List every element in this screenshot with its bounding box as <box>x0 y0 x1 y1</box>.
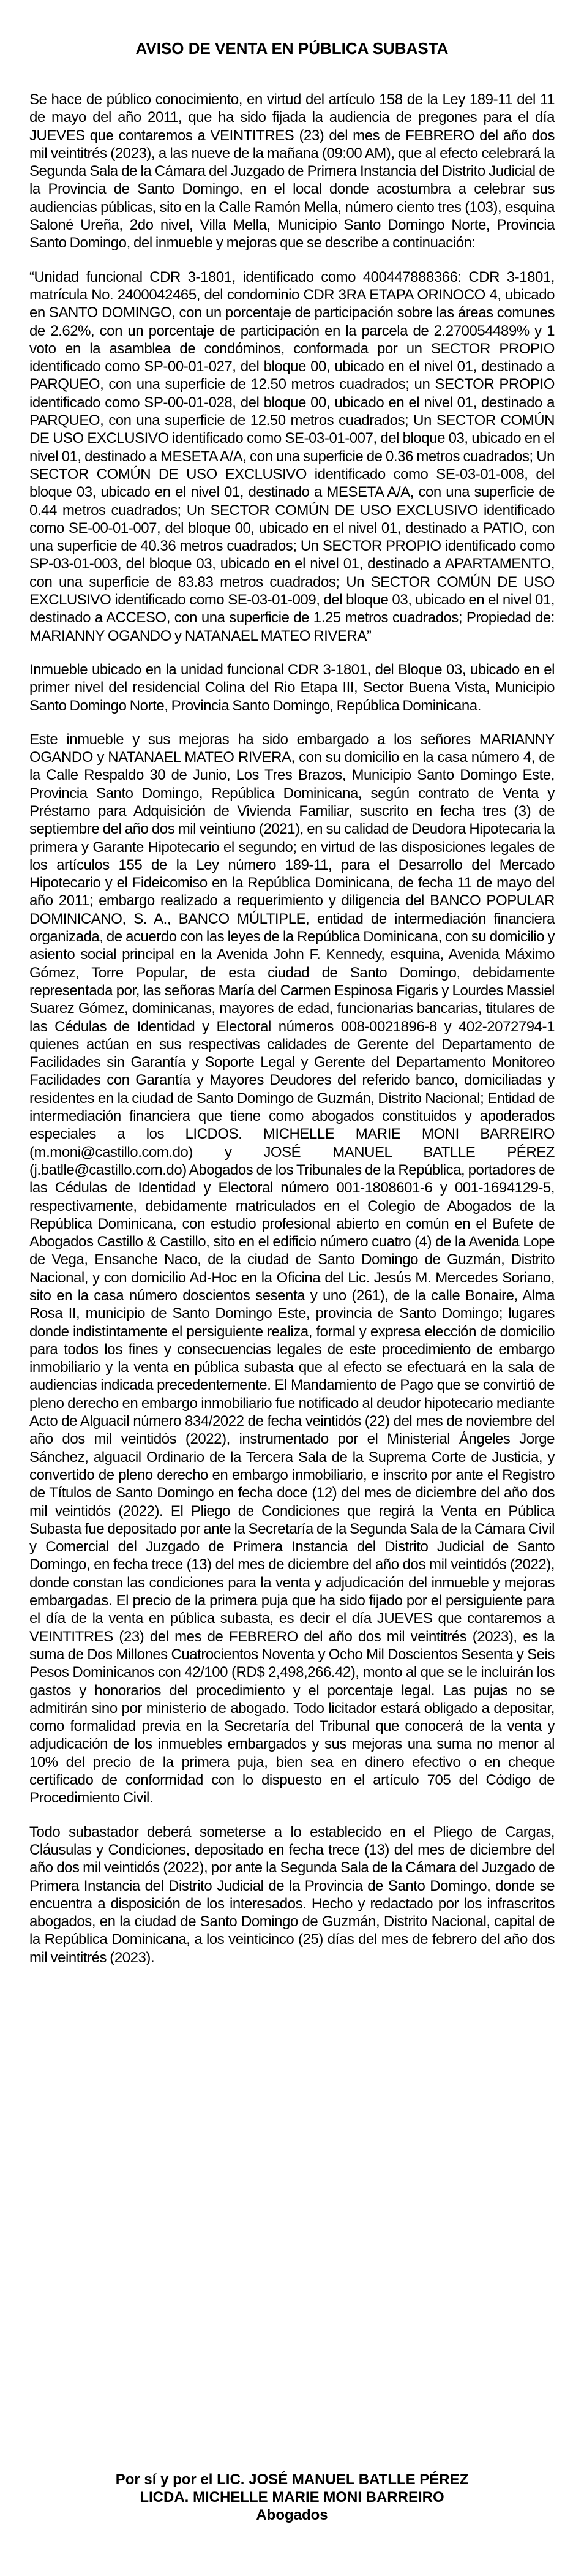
auction-notice <box>29 0 555 2576</box>
signature-line-1: Por sí y por el LIC. JOSÉ MANUEL BATLLE PÉREZ <box>115 2471 469 2488</box>
paragraph-bidder-conditions: Todo subastador deberá someterse a lo establecido en el Pliego de Cargas, Cláusulas y Condiciones, depositado en fecha trece (13) del mes de diciembre del año dos mil veintidós (2022), por ante la Segunda Sala de la Cámara del Juzgado de Primera Instancia del Distrito Judicial de la Provincia de Santo Domingo, donde se encuentra a disposición de los interesados. Hecho y redactado por los infrascritos abogados, en la ciudad de Santo Domingo de Guzmán, Distrito Nacional, capital de la República Dominicana, a los veinticinco (25) días del mes de febrero del año dos mil veintitrés (2023). <box>29 1823 555 1966</box>
paragraph-property-location: Inmueble ubicado en la unidad funcional CDR 3-1801, del Bloque 03, ubicado en el primer nivel del residencial Colina del Rio Etapa III, Sector Buena Vista, Municipio Santo Domingo Norte, Provincia Santo Domingo, República Dominicana. <box>29 661 555 714</box>
notice-body <box>29 91 555 1983</box>
signature-line-2: LICDA. MICHELLE MARIE MONI BARREIRO <box>140 2489 444 2506</box>
signature-line-3: Abogados <box>256 2507 328 2523</box>
paragraph-seizure-details: Este inmueble y sus mejoras ha sido embargado a los señores MARIANNY OGANDO y NATANAEL MATEO RIVERA, con su domicilio en la casa número 4, de la Calle Respaldo 30 de Junio, Los Tres Brazos, Municipio Santo Domingo Este, Provincia Santo Domingo, República Dominicana, según contrato de Venta y Préstamo para Adquisición de Vivienda Familiar, suscrito en fecha tres (3) de septiembre del año dos mil veintiuno (2021), en su calidad de Deudora Hipotecaria la primera y Garante Hipotecario el segundo; en virtud de las disposiciones legales de los artículos 155 de la Ley número 189-11, para el Desarrollo del Mercado Hipotecario y el Fideicomiso en la República Dominicana, de fecha 11 de mayo del año 2011; embargo realizado a requerimiento y diligencia del BANCO POPULAR DOMINICANO, S. A., BANCO MÚLTIPLE, entidad de intermediación financiera organizada, de acuerdo con las leyes de la República Dominicana, con su domicilio y asiento social principal en la Avenida John F. Kennedy, esquina, Avenida Máximo Gómez, Torre Popular, de esta ciudad de Santo Domingo, debidamente representada por, las señoras María del Carmen Espinosa Figaris y Lourdes Massiel Suarez Gómez, dominicanas, mayores de edad, funcionarias bancarias, titulares de las Cédulas de Identidad y Electoral números 008-0021896-8 y 402-2072794-1 quienes actúan en sus respectivas calidades de Gerente del Departamento de Facilidades sin Garantía y Soporte Legal y Gerente del Departamento Monitoreo Facilidades con Garantía y Mayores Deudores del referido banco, domiciliadas y residentes en la ciudad de Santo Domingo de Guzmán, Distrito Nacional; Entidad de intermediación financiera que tiene como abogados constituidos y apoderados especiales a los LICDOS. MICHELLE MARIE MONI BARREIRO (m.moni@castillo.com.do) y JOSÉ MANUEL BATLLE PÉREZ (j.batlle@castillo.com.do) Abogados de los Tribunales de la República, portadores de las Cédulas de Identidad y Electoral número 001-1808601-6 y 001-1694129-5, respectivamente, debidamente matriculados en el Colegio de Abogados de la República Dominicana, con estudio profesional abierto en común en el Bufete de Abogados Castillo & Castillo, sito en el edificio número cuatro (4) de la Avenida Lope de Vega, Ensanche Naco, de la ciudad de Santo Domingo de Guzmán, Distrito Nacional, y con domicilio Ad-Hoc en la Oficina del Lic. Jesús M. Mercedes Soriano, sito en la casa número doscientos sesenta y uno (261), de la calle Bonaire, Alma Rosa II, municipio de Santo Domingo Este, provincia de Santo Domingo; lugares donde indistintamente el persiguiente realiza, formal y expresa elección de domicilio para todos los fines y consecuencias legales de este procedimiento de embargo inmobiliario y la venta en pública subasta que al efecto se efectuará en la sala de audiencias indicada precedentemente. El Mandamiento de Pago que se convirtió de pleno derecho en embargo inmobiliario fue notificado al deudor hipotecario mediante Acto de Alguacil número 834/2022 de fecha veintidós (22) del mes de noviembre del año dos mil veintidós (2022), instrumentado por el Ministerial Ángeles Jorge Sánchez, alguacil Ordinario de la Tercera Sala de la Suprema Corte de Justicia, y convertido de pleno derecho en embargo inmobiliario, e inscrito por ante el Registro de Títulos de Santo Domingo en fecha doce (12) del mes de diciembre del año dos mil veintidós (2022). El Pliego de Condiciones que regirá la Venta en Pública Subasta fue depositado por ante la Secretaría de la Segunda Sala de la Cámara Civil y Comercial del Juzgado de Primera Instancia del Distrito Judicial de Santo Domingo, en fecha trece (13) del mes de diciembre del año dos mil veintidós (2022), donde constan las condiciones para la venta y adjudicación del inmueble y mejoras embargadas. El precio de la primera puja que ha sido fijado por el persiguiente para el día de la venta en pública subasta, es decir el día JUEVES que contaremos a VEINTITRES (23) del mes de FEBRERO del año dos mil veintitrés (2023), es la suma de Dos Millones Cuatrocientos Noventa y Ocho Mil Doscientos Sesenta y Seis Pesos Dominicanos con 42/100 (RD$ 2,498,266.42), monto al que se le incluirán los gastos y honorarios del procedimiento y el porcentaje legal. Las pujas no se admitirán sino por ministerio de abogado. Todo licitador estará obligado a depositar, como formalidad previa en la Secretaría del Tribunal que conocerá de la venta y adjudicación de los inmuebles embargados y sus mejoras una suma no menor al 10% del precio de la primera puja, bien sea en dinero efectivo o en cheque certificado de conformidad con lo dispuesto en el artículo 705 del Código de Procedimiento Civil. <box>29 731 555 1807</box>
paragraph-announcement: Se hace de público conocimiento, en virtud del artículo 158 de la Ley 189-11 del 11 de mayo del año 2011, que ha sido fijada la audiencia de pregones para el día JUEVES que contaremos a VEINTITRES (23) del mes de FEBRERO del año dos mil veintitrés (2023), a las nueve de la mañana (09:00 AM), que al efecto celebrará la Segunda Sala de la Cámara del Juzgado de Primera Instancia del Distrito Judicial de la Provincia de Santo Domingo, en el local donde acostumbra a celebrar sus audiencias públicas, sito en la Calle Ramón Mella, número ciento tres (103), esquina Saloné Ureña, 2do nivel, Villa Mella, Municipio Santo Domingo Norte, Provincia Santo Domingo, del inmueble y mejoras que se describe a continuación: <box>29 91 555 252</box>
signature-block <box>29 2471 555 2524</box>
notice-title: AVISO DE VENTA EN PÚBLICA SUBASTA <box>135 39 449 58</box>
paragraph-property-description: “Unidad funcional CDR 3-1801, identificado como 400447888366: CDR 3-1801, matrícula No. 2400042465, del condominio CDR 3RA ETAPA ORINOCO 4, ubicado en SANTO DOMINGO, con un porcentaje de participación sobre las áreas comunes de 2.62%, con un porcentaje de participación en la parcela de 2.270054489% y 1 voto en la asamblea de condóminos, conformada por un SECTOR PROPIO identificado como SP-00-01-027, del bloque 00, ubicado en el nivel 01, destinado a PARQUEO, con una superficie de 12.50 metros cuadrados; un SECTOR PROPIO identificado como SP-00-01-028, del bloque 00, ubicado en el nivel 01, destinado a PARQUEO, con una superficie de 12.50 metros cuadrados; Un SECTOR COMÚN DE USO EXCLUSIVO identificado como SE-03-01-007, del bloque 03, ubicado en el nivel 01, destinado a MESETA A/A, con una superficie de 0.36 metros cuadrados; Un SECTOR COMÚN DE USO EXCLUSIVO identificado como SE-03-01-008, del bloque 03, ubicado en el nivel 01, destinado a MESETA A/A, con una superficie de 0.44 metros cuadrados; Un SECTOR COMÚN DE USO EXCLUSIVO identificado como SE-00-01-007, del bloque 00, ubicado en el nivel 01, destinado a PATIO, con una superficie de 40.36 metros cuadrados; Un SECTOR PROPIO identificado como SP-03-01-003, del bloque 03, ubicado en el nivel 01, destinado a APARTAMENTO, con una superficie de 83.83 metros cuadrados; Un SECTOR COMÚN DE USO EXCLUSIVO identificado como SE-03-01-009, del bloque 03, ubicado en el nivel 01, destinado a ACCESO, con una superficie de 1.25 metros cuadrados; Propiedad de: MARIANNY OGANDO y NATANAEL MATEO RIVERA” <box>29 268 555 644</box>
